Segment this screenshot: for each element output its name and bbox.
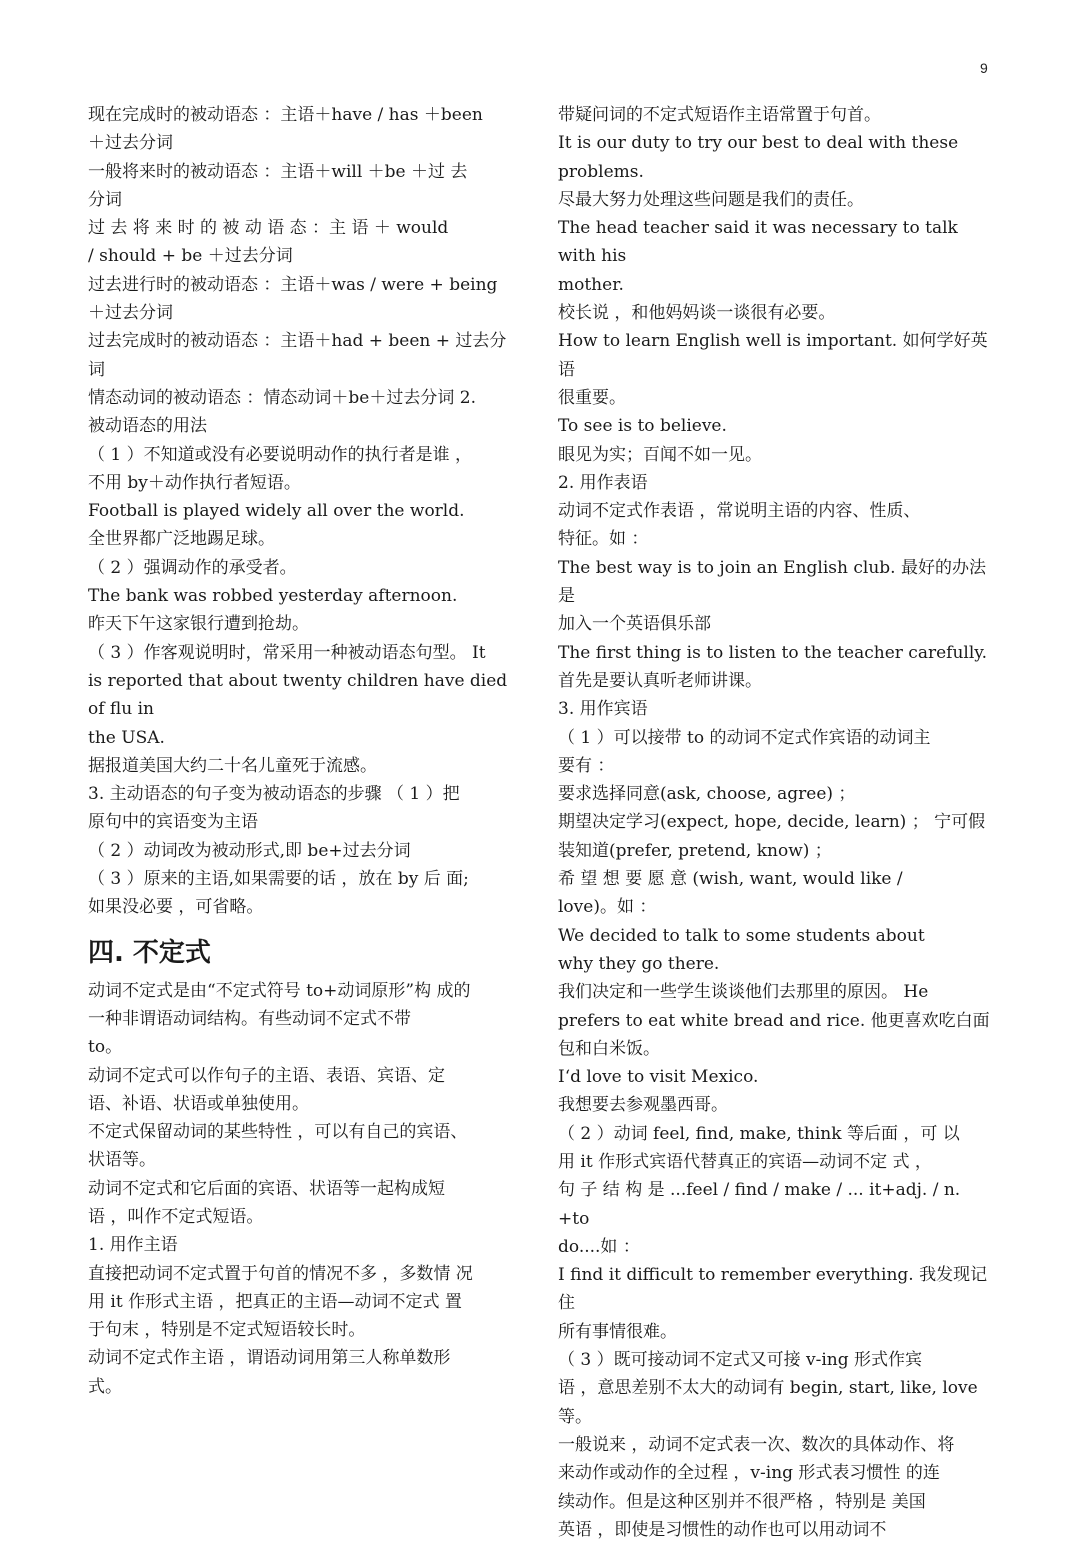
text-line: （ 2 ）动词 feel, find, make, think 等后面 ，可 以 [558, 1123, 960, 1144]
text-line: 来动作或动作的全过程 ，v-ing 形式表习惯性 的连 [558, 1463, 940, 1484]
text-line: 语 ，意思差别不太大的动词有 begin, start, like, love [558, 1378, 978, 1399]
text-line: the USA. [88, 727, 165, 748]
text-line: 动词不定式和它后面的宾语、状语等一起构成短 [88, 1178, 445, 1199]
text-line: （ 1 ）可以接带 to 的动词不定式作宾语的动词主 [558, 727, 931, 748]
text-line: 用 it 作形式主语 ，把真正的主语—动词不定式 置 [88, 1291, 462, 1312]
text-line: 加入一个英语俱乐部 [558, 614, 711, 635]
text-line: 式。 [88, 1376, 122, 1397]
text-line: （ 2 ）强调动作的承受者。 [88, 557, 297, 578]
text-line: 所有事情很难。 [558, 1321, 677, 1342]
text-line: 一般将来时的被动语态 ：主语＋will ＋be ＋过 去 [88, 161, 468, 182]
text-line: 1. 用作主语 [88, 1235, 178, 1256]
text-line: 要有 ： [558, 755, 615, 776]
text-line: （ 2 ）动词改为被动形式,即 be+过去分词 [88, 840, 411, 861]
text-line: 3. 主动语态的句子变为被动语态的步骤 （ 1 ）把 [88, 784, 460, 805]
right-text-block [558, 101, 990, 1544]
text-line: The first thing is to listen to the teacher carefully. [558, 642, 988, 663]
text-line: 状语等。 [88, 1150, 156, 1171]
text-line: is reported that about twenty children have died of flu in [88, 670, 508, 720]
text-line: We decided to talk to some students about [558, 925, 925, 946]
text-line: 尽最大努力处理这些问题是我们的责任。 [558, 189, 864, 210]
text-line: 一种非谓语动词结构。有些动词不定式不带 [88, 1008, 411, 1029]
text-line: Football is played widely all over the world. [88, 501, 465, 522]
text-line: 情态动词的被动语态 ：情态动词＋be＋过去分词 2. [88, 387, 476, 408]
left-text-block-1 [88, 101, 523, 922]
text-line: （ 3 ）原来的主语,如果需要的话 ，放在 by 后 面; [88, 869, 469, 890]
text-line: 被动语态的用法 [88, 416, 207, 437]
text-line: 我们决定和一些学生谈谈他们去那里的原因。 He [558, 982, 929, 1003]
text-line: 昨天下午这家银行遭到抢劫。 [88, 614, 309, 635]
text-line: 装知道(prefer, pretend, know) ； [558, 840, 832, 861]
text-line: （ 3 ）作客观说明时，常采用一种被动语态句型。 It [88, 642, 486, 663]
text-line: 语 ，叫作不定式短语。 [88, 1206, 264, 1227]
text-line: 动词不定式作表语 ，常说明主语的内容、性质、 [558, 501, 921, 522]
text-line: 我想要去参观墨西哥。 [558, 1095, 728, 1116]
text-line: 据报道美国大约二十名儿童死于流感。 [88, 755, 377, 776]
text-line: The bank was robbed yesterday afternoon. [88, 586, 458, 607]
text-line: 校长说 ，和他妈妈谈一谈很有必要。 [558, 303, 836, 324]
text-line: The best way is to join an English club. 最好的办法是 [558, 557, 986, 607]
text-line: 现在完成时的被动语态 ：主语＋have / has ＋been [88, 105, 483, 125]
text-line: 语、补语、状语或单独使用。 [88, 1093, 309, 1114]
page-number: 9 [980, 60, 988, 76]
text-line: 不定式保留动词的某些特性 ，可以有自己的宾语、 [88, 1122, 468, 1143]
text-line: why they go there. [558, 953, 720, 974]
text-line: 包和白米饭。 [558, 1038, 660, 1059]
text-line: 希 望 想 要 愿 意 (wish, want, would like / [558, 869, 903, 890]
text-line: 不用 by＋动作执行者短语。 [88, 472, 301, 493]
text-line: The head teacher said it was necessary to talk with his [558, 218, 958, 267]
text-line: 句 子 结 构 是 ...feel / find / make / ... it+adj. / n. +to [558, 1180, 961, 1229]
text-line: How to learn English well is important. 如何学好英语 [558, 331, 988, 380]
text-line: ＋过去分词 [88, 133, 173, 154]
text-line: 动词不定式是由“不定式符号 to+动词原形”构 成的 [88, 980, 471, 1001]
text-line: love)。如 ： [558, 897, 657, 918]
text-line: 2. 用作表语 [558, 472, 648, 493]
text-line: ＋过去分词 [88, 303, 173, 324]
text-line: do....如 ： [558, 1236, 640, 1257]
text-line: 很重要。 [558, 387, 626, 408]
text-line: 于句末 ，特别是不定式短语较长时。 [88, 1320, 366, 1341]
text-line: / should + be ＋过去分词 [88, 246, 293, 267]
section-heading: 四. 不定式 [88, 937, 211, 968]
text-line: 一般说来 ，动词不定式表一次、数次的具体动作、将 [558, 1434, 955, 1455]
text-line: 全世界都广泛地踢足球。 [88, 529, 275, 550]
text-line: 等。 [558, 1406, 592, 1427]
text-line: 续动作。但是这种区别并不很严格 ，特别是 美国 [558, 1491, 926, 1512]
text-line: 如果没必要 ，可省略。 [88, 897, 264, 918]
text-line: 原句中的宾语变为主语 [88, 812, 258, 833]
text-line: 期望决定学习(expect, hope, decide, learn) ； 宁可假 [558, 812, 986, 833]
text-line: 英语 ，即使是习惯性的动作也可以用动词不 [558, 1519, 887, 1540]
text-line: mother. [558, 274, 624, 295]
left-column [88, 101, 523, 1401]
right-column [558, 101, 990, 1544]
text-line: 动词不定式可以作句子的主语、表语、宾语、定 [88, 1065, 445, 1086]
text-line: To see is to believe. [558, 416, 727, 437]
text-line: 分词 [88, 189, 122, 210]
text-line: 3. 用作宾语 [558, 699, 648, 720]
text-line: It is our duty to try our best to deal with these problems. [558, 133, 959, 182]
text-line: 过去完成时的被动语态 ：主语＋had + been + 过去分 [88, 331, 507, 352]
text-line: 直接把动词不定式置于句首的情况不多 ，多数情 况 [88, 1263, 473, 1284]
text-line: 特征。如 ： [558, 529, 649, 550]
text-line: 用 it 作形式宾语代替真正的宾语—动词不定 式 ， [558, 1151, 932, 1172]
text-line: 带疑问词的不定式短语作主语常置于句首。 [558, 105, 881, 125]
text-line: 过去进行时的被动语态 ：主语＋was / were + being [88, 274, 498, 295]
text-line: to。 [88, 1037, 123, 1058]
text-line: （ 3 ）既可接动词不定式又可接 v-ing 形式作宾 [558, 1350, 923, 1371]
text-line: 过 去 将 来 时 的 被 动 语 态 ：主 语 ＋ would [88, 218, 449, 239]
text-line: 要求选择同意(ask, choose, agree) ； [558, 784, 856, 805]
text-line: 首先是要认真听老师讲课。 [558, 670, 762, 691]
text-line: I find it difficult to remember everything. 我发现记住 [558, 1265, 988, 1314]
text-line: 动词不定式作主语 ，谓语动词用第三人称单数形 [88, 1348, 451, 1369]
text-line: 眼见为实；百闻不如一见。 [558, 444, 762, 465]
text-line: prefers to eat white bread and rice. 他更喜欢吃白面 [558, 1010, 990, 1031]
text-line: （ 1 ）不知道或没有必要说明动作的执行者是谁 ， [88, 444, 473, 465]
text-line: 词 [88, 359, 105, 380]
left-text-block-2 [88, 977, 523, 1401]
text-line: I‘d love to visit Mexico. [558, 1067, 759, 1088]
